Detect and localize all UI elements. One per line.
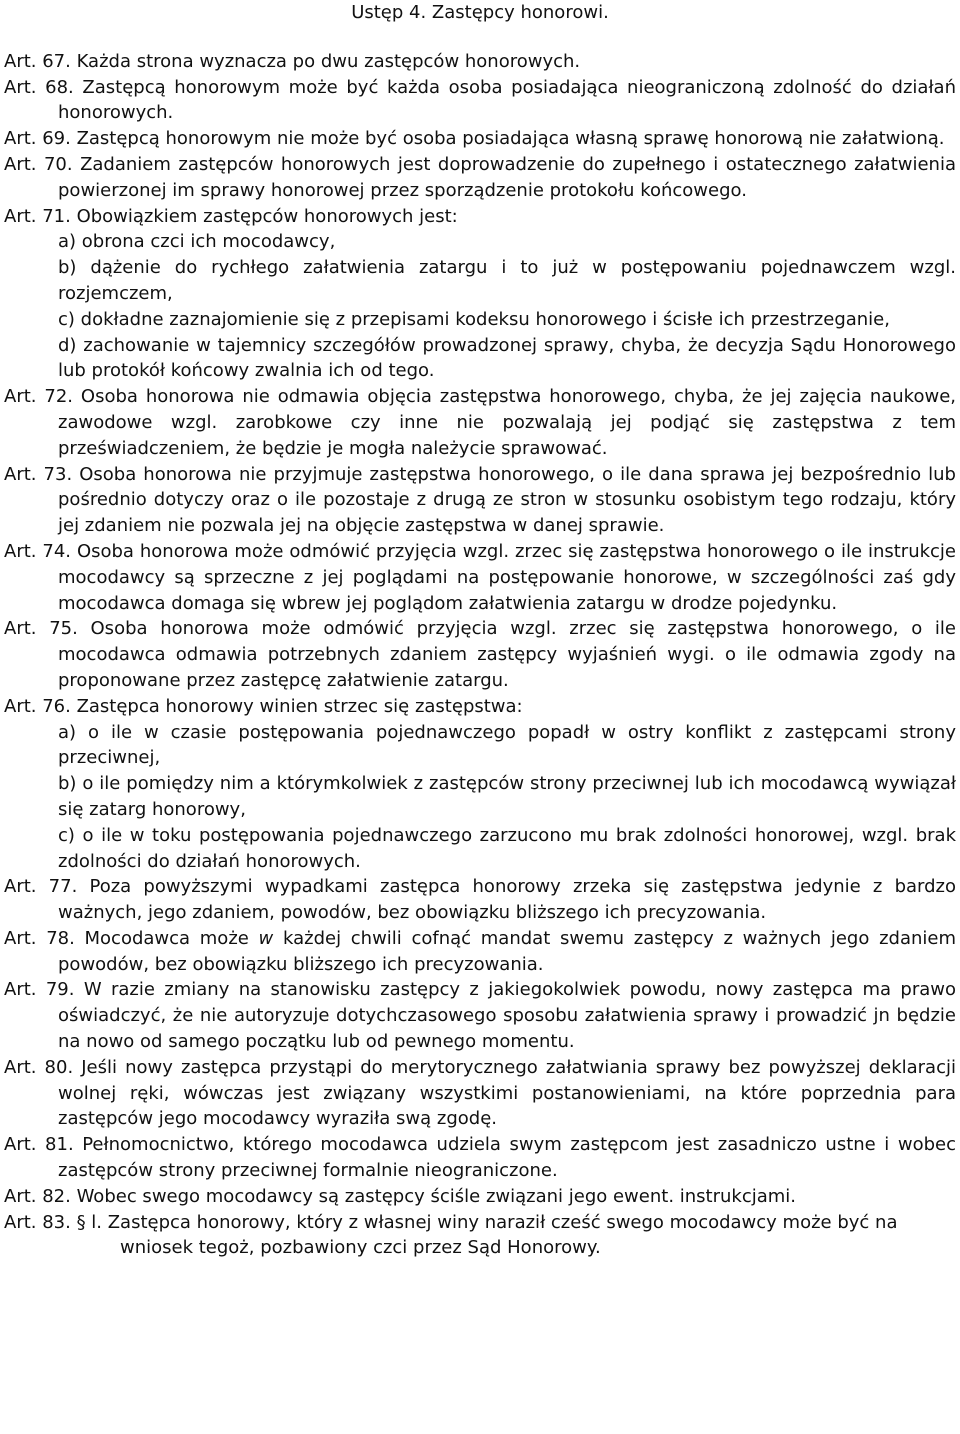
article-71: Art. 71. Obowiązkiem zastępców honorowych jest: a) obrona czci ich mocodawcy, b) dążenie do rychłego załatwienia zatargu i to już w postępowaniu pojednawczem wzgl. rozjemczem, c) dokładne zaznajomienie się z przepisami kodeksu honorowego i ścisłe ich przestrzeganie, d) zachowanie w tajemnicy szczegółów prowadzonej sprawy, chyba, że decyzja Sądu Honorowego lub protokół końcowy zwalnia ich od tego. bbox=[4, 204, 956, 385]
article-80: Art. 80. Jeśli nowy zastępca przystąpi do merytorycznego załatwiania sprawy bez powyższej deklaracji wolnej ręki, wówczas jest związany wszystkimi postanowieniami, na które poprzednia para zastępców jego mocodawcy wyraziła swą zgodę. bbox=[4, 1056, 956, 1130]
article-69: Art. 69. Zastępcą honorowym nie może być osoba posiadająca własną sprawę honorową nie załatwioną. bbox=[4, 128, 945, 150]
list-item: d) zachowanie w tajemnicy szczegółów prowadzonej sprawy, chyba, że decyzja Sądu Honorowego lub protokół końcowy zwalnia ich od tego. bbox=[58, 334, 956, 382]
article-77: Art. 77. Poza powyższymi wypadkami zastępca honorowy zrzeka się zastępstwa jedynie z bardzo ważnych, jego zdaniem, powodów, bez obowiązku bliższego ich precyzowania. bbox=[4, 876, 956, 924]
list-item: a) o ile w czasie postępowania pojednawczego popadł w ostry konflikt z zastępcami strony przeciwnej, bbox=[58, 721, 956, 769]
article-82: Art. 82. Wobec swego mocodawcy są zastępcy ściśle związani jego ewent. instrukcjami. bbox=[4, 1185, 797, 1207]
article-72: Art. 72. Osoba honorowa nie odmawia objęcia zastępstwa honorowego, chyba, że jej zajęcia naukowe, zawodowe wzgl. zarobkowe czy inne nie pozwalają jej podjąć się zastępstwa z tem przeświadczeniem, że będzie je mogła należycie sprawować. bbox=[4, 386, 956, 459]
article-75: Art. 75. Osoba honorowa może odmówić przyjęcia wzgl. zrzec się zastępstwa honorowego, o ile mocodawca odmawia potrzebnych zdaniem zastępcy wyjaśnień wygi. o ile odmawia zgody na proponowane przez zastępcę załatwienie zatargu. bbox=[4, 618, 956, 691]
article-78: Art. 78. Mocodawca może w każdej chwili cofnąć mandat swemu zastępcy z ważnych jego zdaniem powodów, bez obowiązku bliższego ich precyzowania. bbox=[4, 927, 956, 975]
list-item: b) o ile pomiędzy nim a którymkolwiek z zastępców strony przeciwnej lub ich mocodawcą wywiązał się zatarg honorowy, bbox=[58, 773, 956, 820]
article-70: Art. 70. Zadaniem zastępców honorowych jest doprowadzenie do zupełnego i ostatecznego załatwienia powierzonej im sprawy honorowej przez sporządzenie protokołu końcowego. bbox=[4, 153, 956, 201]
article-74: Art. 74. Osoba honorowa może odmówić przyjęcia wzgl. zrzec się zastępstwa honorowego o ile instrukcje mocodawcy są sprzeczne z jej poglądami na postępowanie honorowe, w szczególności zaś gdy mocodawca domaga się wbrew jej poglądom załatwienia zatargu w drodze pojedynku. bbox=[4, 540, 956, 614]
article-68: Art. 68. Zastępcą honorowym może być każda osoba posiadająca nieograniczoną zdolność do działań honorowych. bbox=[4, 76, 956, 124]
article-79: Art. 79. W razie zmiany na stanowisku zastępcy z jakiegokolwiek powodu, nowy zastępca ma prawo oświadczyć, że nie autoryzuje dotychczasowego sposobu załatwienia sprawy i prowadzić jn będzie na nowo od samego początku lub od pewnego momentu. bbox=[4, 979, 956, 1053]
article-83: Art. 83. § l. Zastępca honorowy, który z własnej winy naraził cześć swego mocodawcy może być na wniosek tegoż, pozbawiony czci przez Sąd Honorowy. bbox=[4, 1211, 898, 1259]
article-73: Art. 73. Osoba honorowa nie przyjmuje zastępstwa honorowego, o ile dana sprawa jej bezpośrednio lub pośrednio dotyczy oraz o ile pozostaje z drugą ze stron w stosunku osobistym tego rodzaju, który jej zdaniem nie pozwala jej na objęcie zastępstwa w danej sprawie. bbox=[4, 463, 956, 537]
list-item: c) o ile w toku postępowania pojednawczego zarzucono mu brak zdolności honorowej, wzgl. brak zdolności do działań honorowych. bbox=[58, 824, 956, 872]
article-76: Art. 76. Zastępca honorowy winien strzec się zastępstwa: a) o ile w czasie postępowania pojednawczego popadł w ostry konflikt z zastępcami strony przeciwnej, b) o ile pomiędzy nim a którymkolwiek z zastępców strony przeciwnej lub ich mocodawcą wywiązał się zatarg honorowy, c) o ile w toku postępowania pojednawczego zarzucono mu brak zdolności honorowej, wzgl. brak zdolności do działań honorowych. bbox=[4, 694, 956, 875]
section-sign: § bbox=[76, 1211, 86, 1233]
list-item: c) dokładne zaznajomienie się z przepisami kodeksu honorowego i ścisłe ich przestrzeganie, bbox=[58, 308, 890, 330]
list-item: b) dążenie do rychłego załatwienia zatargu i to już w postępowaniu pojednawczem wzgl. rozjemczem, bbox=[58, 257, 956, 304]
article-67: Art. 67. Każda strona wyznacza po dwu zastępców honorowych. bbox=[4, 50, 581, 72]
list-item: a) obrona czci ich mocodawcy, bbox=[58, 231, 336, 253]
article-81: Art. 81. Pełnomocnictwo, którego mocodawca udziela swym zastępcom jest zasadniczo ustne i wobec zastępców strony przeciwnej formalnie nieograniczone. bbox=[4, 1134, 956, 1182]
section-title: Ustęp 4. Zastępcy honorowi. bbox=[351, 2, 609, 23]
